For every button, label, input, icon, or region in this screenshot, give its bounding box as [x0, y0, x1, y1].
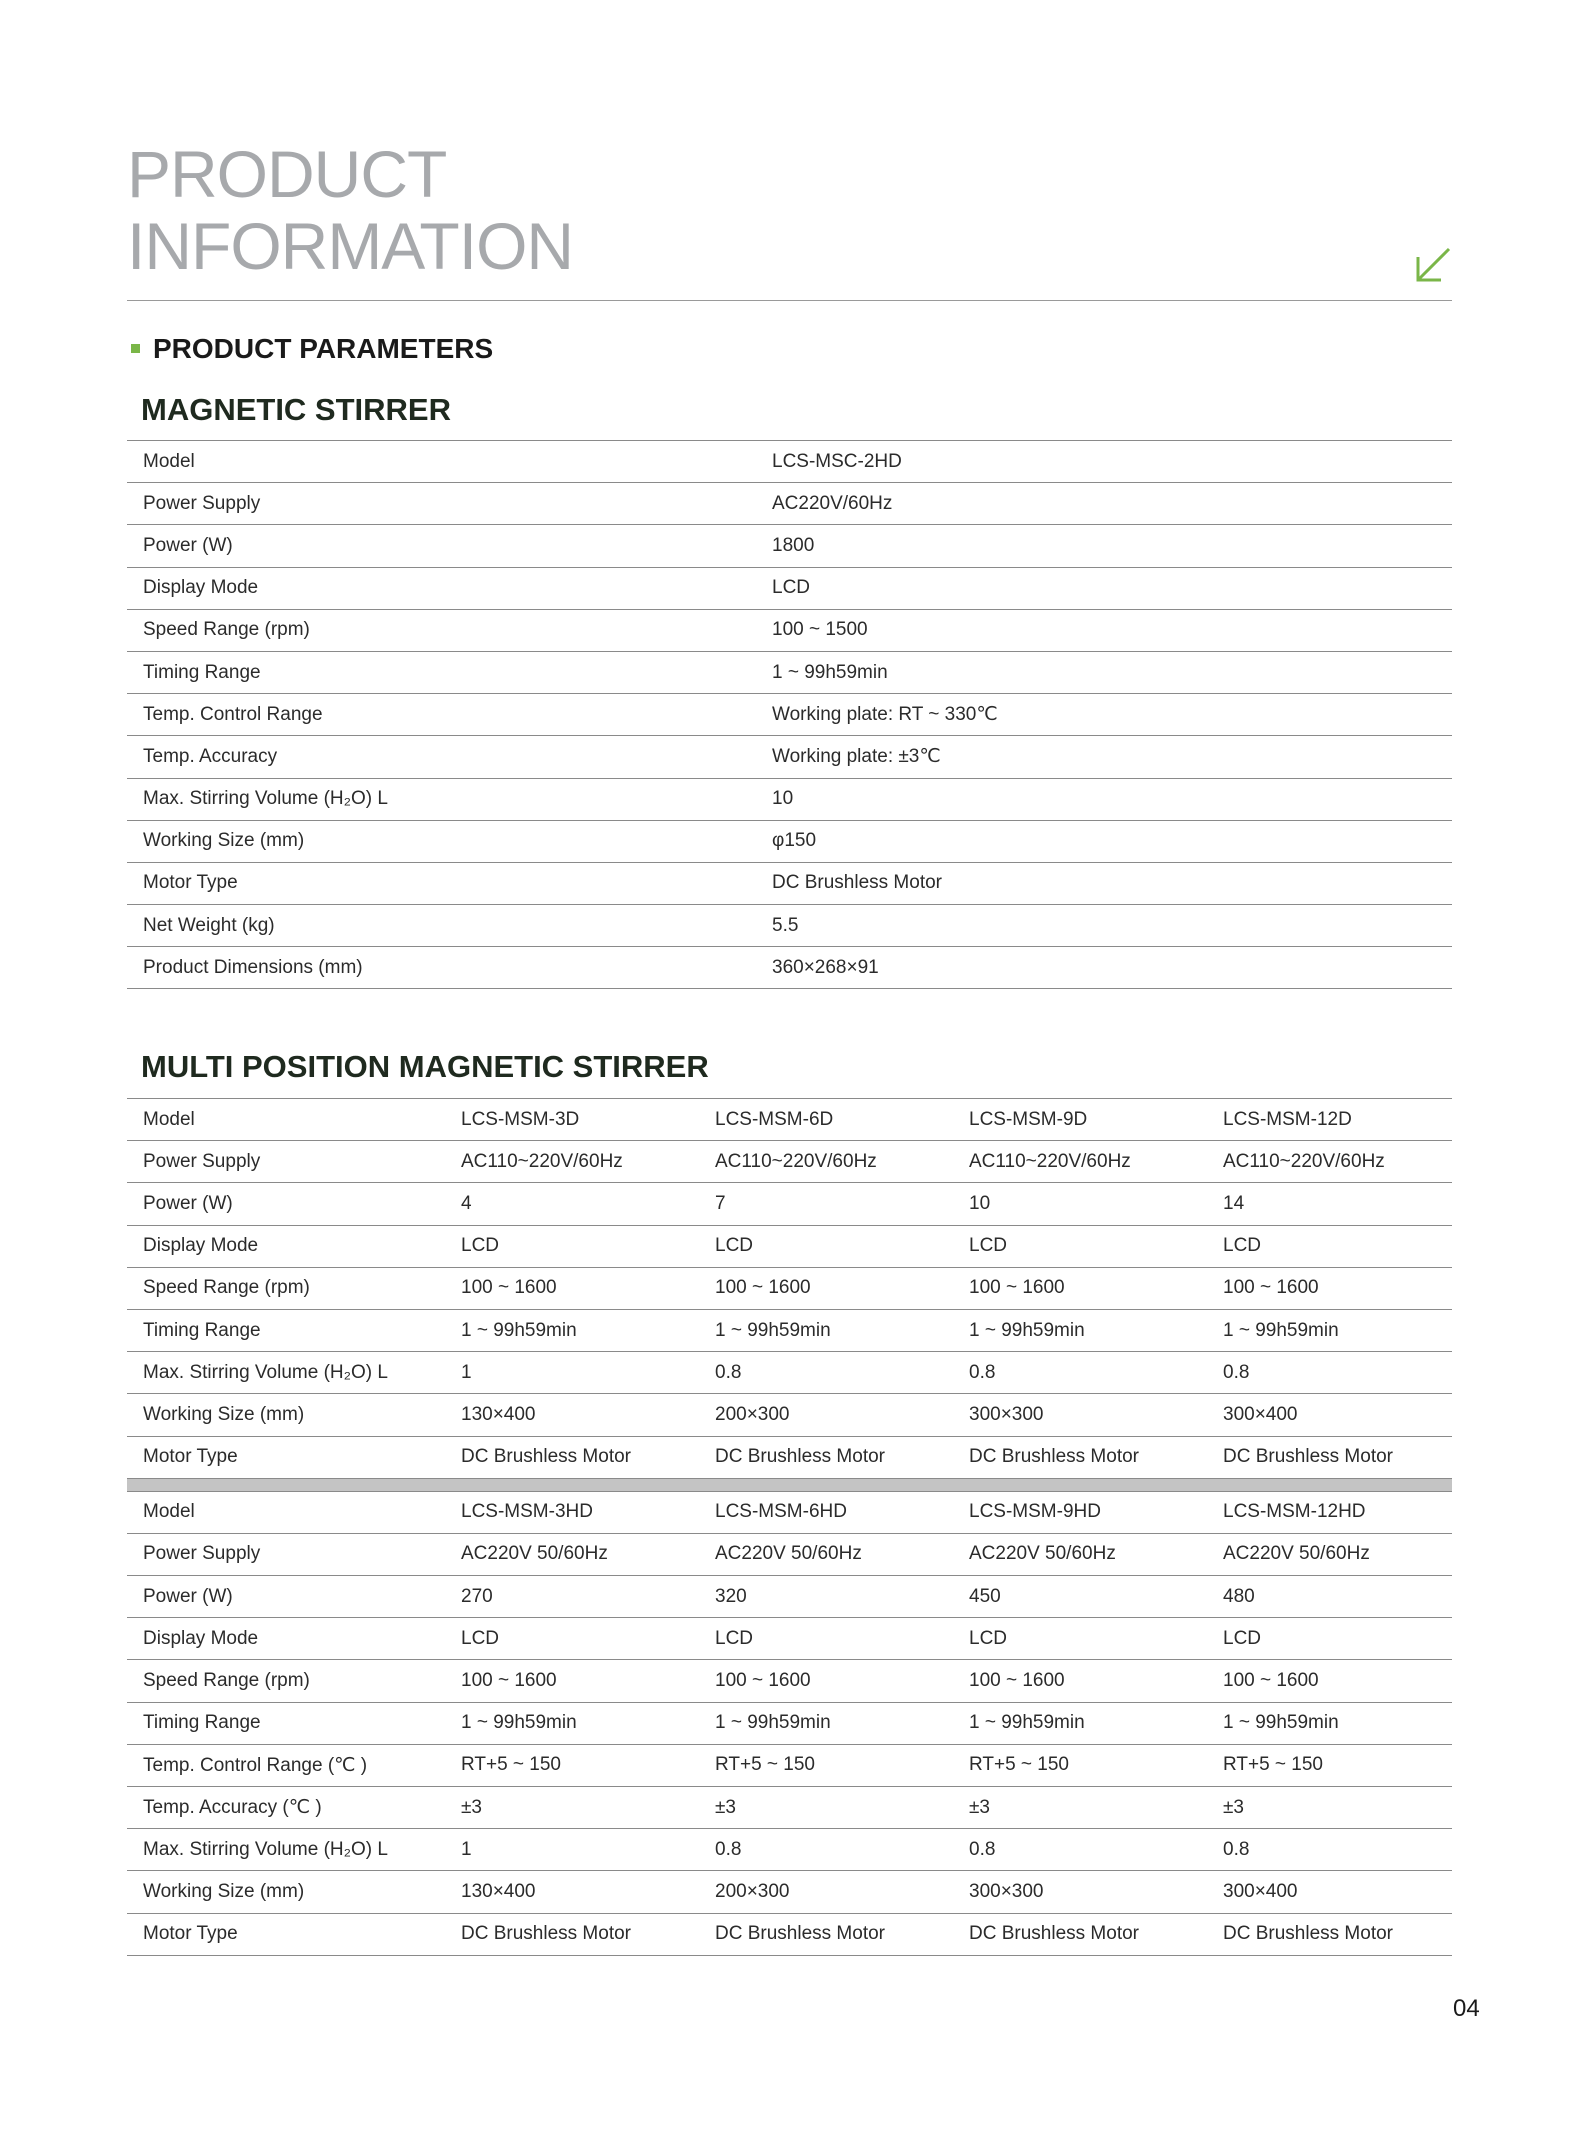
row-value: 0.8 — [1223, 1361, 1250, 1383]
row-value: LCS-MSM-9D — [969, 1108, 1088, 1130]
row-value: LCS-MSM-6HD — [715, 1501, 847, 1523]
row-label: Temp. Accuracy (℃ ) — [143, 1797, 322, 1819]
multi-position-stirrer-table — [127, 1098, 1452, 1956]
row-value: LCD — [1223, 1627, 1262, 1649]
table-row — [127, 1352, 1452, 1394]
row-value: LCS-MSM-3HD — [461, 1501, 593, 1523]
row-value: 1 — [461, 1361, 472, 1383]
row-value: 0.8 — [969, 1361, 996, 1383]
row-value: 1 ~ 99h59min — [715, 1712, 831, 1734]
row-label: Working Size (mm) — [143, 1403, 305, 1425]
row-value: 480 — [1223, 1585, 1255, 1607]
row-label: Timing Range — [143, 661, 261, 683]
row-value: 100 ~ 1600 — [461, 1277, 557, 1299]
table-row — [127, 1394, 1452, 1436]
row-value: LCD — [772, 577, 811, 599]
row-value: AC110~220V/60Hz — [461, 1150, 623, 1172]
row-value: LCS-MSM-12HD — [1223, 1501, 1366, 1523]
row-value: 1 ~ 99h59min — [969, 1319, 1085, 1341]
section-label: PRODUCT PARAMETERS — [153, 333, 494, 364]
row-value: 320 — [715, 1585, 747, 1607]
row-value: 450 — [969, 1585, 1001, 1607]
row-value: 130×400 — [461, 1403, 536, 1425]
table-row — [127, 1576, 1452, 1618]
row-value: AC220V/60Hz — [772, 492, 893, 514]
table-row — [127, 483, 1452, 525]
row-value: 14 — [1223, 1192, 1245, 1214]
row-label: Product Dimensions (mm) — [143, 956, 363, 978]
table-row — [127, 652, 1452, 694]
row-value: DC Brushless Motor — [715, 1923, 885, 1945]
page-title-line2: INFORMATION — [127, 209, 574, 283]
row-label: Timing Range — [143, 1319, 261, 1341]
row-value: DC Brushless Motor — [969, 1446, 1139, 1468]
row-value: 100 ~ 1600 — [969, 1277, 1065, 1299]
row-value: 100 ~ 1600 — [969, 1670, 1065, 1692]
row-value: LCD — [969, 1627, 1008, 1649]
table-row — [127, 779, 1452, 821]
row-value: LCS-MSM-9HD — [969, 1501, 1101, 1523]
row-label: Speed Range (rpm) — [143, 1277, 310, 1299]
table-row — [127, 821, 1452, 863]
row-value: 10 — [969, 1192, 991, 1214]
row-value: ±3 — [715, 1796, 736, 1818]
page-number: 04 — [1453, 1995, 1480, 2022]
row-value: φ150 — [772, 830, 817, 852]
row-value: 200×300 — [715, 1880, 790, 1902]
row-value: RT+5 ~ 150 — [969, 1754, 1070, 1776]
row-value: 5.5 — [772, 914, 799, 936]
table-row — [127, 863, 1452, 905]
row-value: DC Brushless Motor — [969, 1923, 1139, 1945]
row-value: RT+5 ~ 150 — [461, 1754, 562, 1776]
row-value: 100 ~ 1600 — [1223, 1277, 1319, 1299]
row-label: Model — [143, 1501, 195, 1523]
table-row — [127, 1829, 1452, 1871]
row-value: 0.8 — [969, 1838, 996, 1860]
row-value: AC110~220V/60Hz — [715, 1150, 877, 1172]
title-divider — [127, 300, 1452, 301]
row-label: Net Weight (kg) — [143, 914, 275, 936]
row-label: Temp. Accuracy — [143, 745, 278, 767]
row-value: LCS-MSM-12D — [1223, 1108, 1352, 1130]
table-row — [127, 1703, 1452, 1745]
table-row — [127, 1871, 1452, 1913]
row-value: Working plate: ±3℃ — [772, 746, 941, 768]
group-separator — [127, 1479, 1452, 1492]
table-row — [127, 1492, 1452, 1534]
row-value: 1800 — [772, 534, 815, 556]
table-row — [127, 1745, 1452, 1787]
row-label: Working Size (mm) — [143, 830, 305, 852]
table-row — [127, 568, 1452, 610]
section-marker — [131, 344, 140, 353]
row-label: Display Mode — [143, 577, 259, 599]
table-row — [127, 736, 1452, 778]
row-value: ±3 — [1223, 1796, 1244, 1818]
arrow-down-left-icon — [1413, 245, 1453, 285]
row-value: 270 — [461, 1585, 493, 1607]
row-label: Temp. Control Range (℃ ) — [143, 1754, 368, 1776]
row-value: AC220V 50/60Hz — [461, 1543, 608, 1565]
table-row — [127, 1183, 1452, 1225]
table-row — [127, 525, 1452, 567]
row-value: DC Brushless Motor — [1223, 1446, 1393, 1468]
table-row — [127, 1660, 1452, 1702]
row-label: Power Supply — [143, 492, 261, 514]
table-row — [127, 1534, 1452, 1576]
row-value: LCD — [715, 1627, 754, 1649]
row-value: DC Brushless Motor — [715, 1446, 885, 1468]
table-row — [127, 1141, 1452, 1183]
row-value: AC110~220V/60Hz — [1223, 1150, 1385, 1172]
table-row — [127, 1787, 1452, 1829]
row-label: Temp. Control Range — [143, 703, 323, 725]
row-value: ±3 — [461, 1796, 482, 1818]
row-value: AC220V 50/60Hz — [715, 1543, 862, 1565]
row-value: RT+5 ~ 150 — [715, 1754, 816, 1776]
row-value: 4 — [461, 1192, 472, 1214]
row-value: Working plate: RT ~ 330℃ — [772, 704, 998, 726]
row-value: 0.8 — [715, 1838, 742, 1860]
row-label: Max. Stirring Volume (H₂O) L — [143, 788, 388, 810]
row-value: 130×400 — [461, 1880, 536, 1902]
row-value: 1 ~ 99h59min — [1223, 1319, 1339, 1341]
row-value: RT+5 ~ 150 — [1223, 1754, 1324, 1776]
table-row — [127, 947, 1452, 989]
table-row — [127, 905, 1452, 947]
row-value: DC Brushless Motor — [461, 1923, 631, 1945]
table-row — [127, 610, 1452, 652]
row-value: 100 ~ 1500 — [772, 619, 868, 641]
row-value: LCS-MSM-3D — [461, 1108, 580, 1130]
table-row — [127, 1914, 1452, 1956]
row-value: 1 ~ 99h59min — [461, 1319, 577, 1341]
row-label: Model — [143, 1108, 195, 1130]
row-value: AC220V 50/60Hz — [969, 1543, 1116, 1565]
row-value: AC220V 50/60Hz — [1223, 1543, 1370, 1565]
row-value: DC Brushless Motor — [1223, 1923, 1393, 1945]
table-row — [127, 694, 1452, 736]
row-label: Motor Type — [143, 1923, 238, 1945]
row-label: Motor Type — [143, 1446, 238, 1468]
row-value: 200×300 — [715, 1403, 790, 1425]
row-value: 300×400 — [1223, 1880, 1298, 1902]
row-label: Power Supply — [143, 1543, 261, 1565]
row-label: Speed Range (rpm) — [143, 1670, 310, 1692]
row-label: Power Supply — [143, 1150, 261, 1172]
row-value: LCD — [461, 1235, 500, 1257]
row-value: 0.8 — [1223, 1838, 1250, 1860]
row-label: Speed Range (rpm) — [143, 619, 310, 641]
table-row — [127, 1310, 1452, 1352]
row-value: LCD — [461, 1627, 500, 1649]
row-label: Working Size (mm) — [143, 1880, 305, 1902]
row-label: Model — [143, 450, 195, 472]
row-value: 300×300 — [969, 1880, 1044, 1902]
row-value: 7 — [715, 1192, 726, 1214]
row-label: Power (W) — [143, 1192, 233, 1214]
row-label: Display Mode — [143, 1235, 259, 1257]
row-value: 100 ~ 1600 — [1223, 1670, 1319, 1692]
row-value: 10 — [772, 788, 794, 810]
row-value: 1 ~ 99h59min — [1223, 1712, 1339, 1734]
row-label: Max. Stirring Volume (H₂O) L — [143, 1838, 388, 1860]
table-row — [127, 1226, 1452, 1268]
table-row — [127, 1437, 1452, 1479]
row-value: LCD — [1223, 1235, 1262, 1257]
row-label: Max. Stirring Volume (H₂O) L — [143, 1361, 388, 1383]
row-value: AC110~220V/60Hz — [969, 1150, 1131, 1172]
row-label: Timing Range — [143, 1712, 261, 1734]
row-value: 1 — [461, 1838, 472, 1860]
row-label: Motor Type — [143, 872, 238, 894]
table-row — [127, 1099, 1452, 1141]
row-value: 0.8 — [715, 1361, 742, 1383]
row-value: LCS-MSM-6D — [715, 1108, 834, 1130]
row-value: 1 ~ 99h59min — [715, 1319, 831, 1341]
row-value: 100 ~ 1600 — [461, 1670, 557, 1692]
table-row — [127, 1268, 1452, 1310]
row-value: LCD — [969, 1235, 1008, 1257]
page-title — [127, 138, 573, 282]
row-value: 100 ~ 1600 — [715, 1277, 811, 1299]
row-label: Display Mode — [143, 1627, 259, 1649]
row-value: LCD — [715, 1235, 754, 1257]
table-row — [127, 441, 1452, 483]
row-value: 1 ~ 99h59min — [461, 1712, 577, 1734]
row-value: DC Brushless Motor — [461, 1446, 631, 1468]
row-value: 360×268×91 — [772, 956, 879, 978]
row-label: Power (W) — [143, 534, 233, 556]
row-value: 300×400 — [1223, 1403, 1298, 1425]
magnetic-stirrer-table — [127, 440, 1452, 989]
multi-position-stirrer-title: MULTI POSITION MAGNETIC STIRRER — [141, 1049, 709, 1084]
row-value: 300×300 — [969, 1403, 1044, 1425]
page-title-line1: PRODUCT — [127, 137, 447, 211]
row-value: DC Brushless Motor — [772, 872, 942, 894]
row-value: ±3 — [969, 1796, 990, 1818]
magnetic-stirrer-title: MAGNETIC STIRRER — [141, 392, 451, 427]
row-value: 100 ~ 1600 — [715, 1670, 811, 1692]
row-value: 1 ~ 99h59min — [772, 661, 888, 683]
row-value: 1 ~ 99h59min — [969, 1712, 1085, 1734]
table-row — [127, 1618, 1452, 1660]
row-value: LCS-MSC-2HD — [772, 450, 902, 472]
row-label: Power (W) — [143, 1585, 233, 1607]
